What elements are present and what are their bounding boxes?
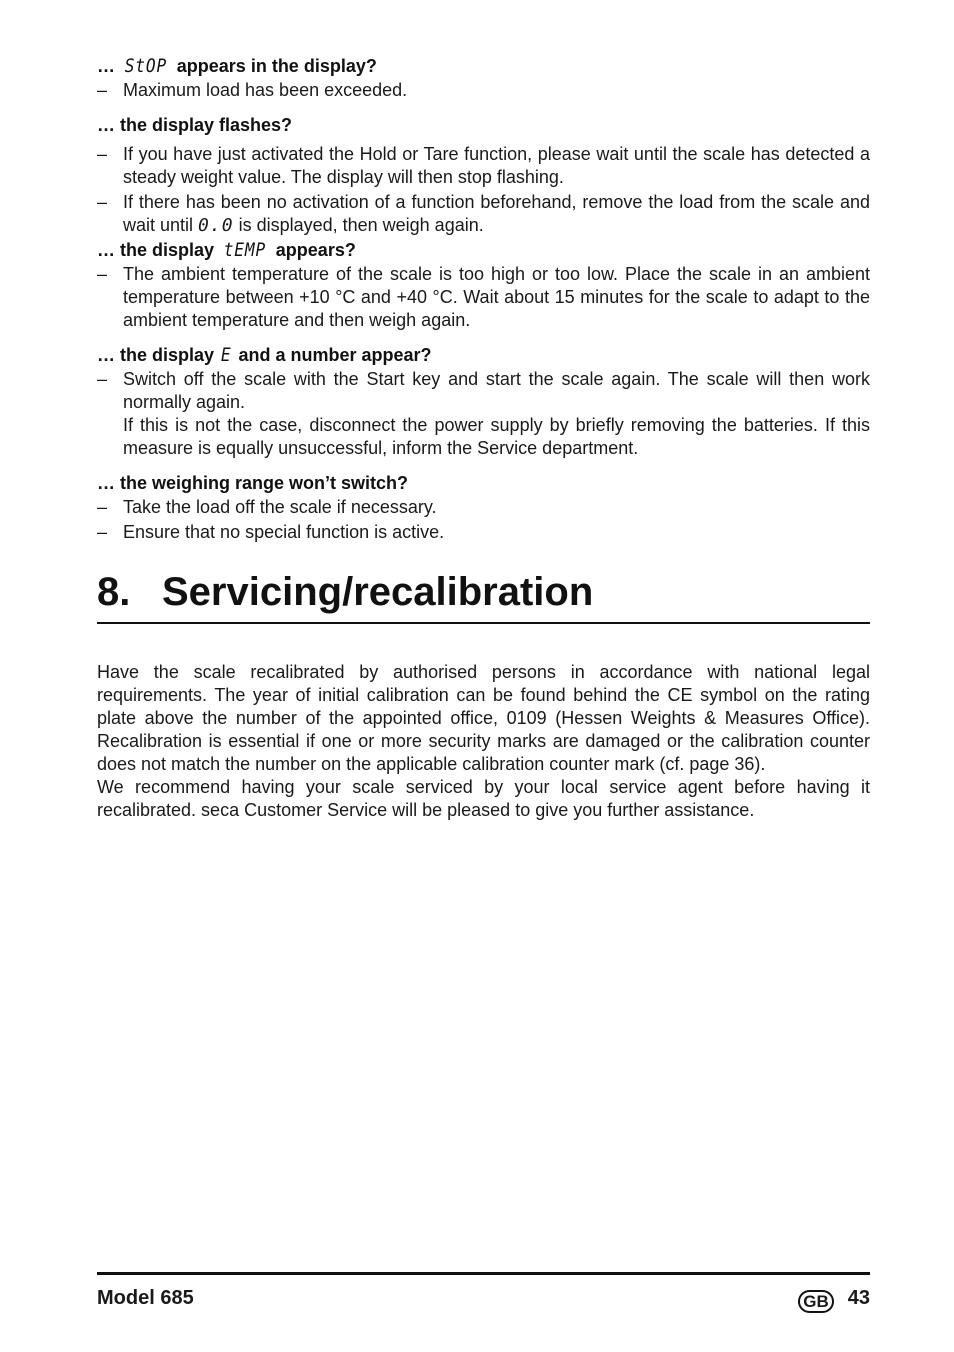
heading-suffix: appears in the display? bbox=[171, 56, 377, 76]
dash-bullet: – bbox=[97, 369, 108, 389]
item-text: Ensure that no special function is active. bbox=[123, 522, 445, 542]
dash-bullet: – bbox=[97, 264, 108, 284]
paragraph-recalibration: Have the scale recalibrated by authorised persons in accordance with national legal requirements. The year of initial calibration can be found behind the CE symbol on the rating plate above the number of the appointed office, 0109 (Hessen Weights & Measures Office). Recalibration is essential if one or more security marks are damaged or the calibration counter does not match the number on the applicable calibration counter mark (cf. page 36). bbox=[97, 662, 870, 774]
heading-prefix: … the display bbox=[97, 345, 220, 365]
dash-bullet: – bbox=[97, 192, 108, 212]
list-item bbox=[97, 496, 870, 519]
faq-range bbox=[97, 472, 870, 544]
item-text: Switch off the scale with the Start key and start the scale again. The scale will then work normally again. bbox=[123, 369, 870, 412]
display-code-temp: tEMP bbox=[223, 239, 267, 261]
dash-bullet: – bbox=[97, 144, 108, 164]
heading-prefix: … the display bbox=[97, 240, 220, 260]
heading-suffix: appears? bbox=[270, 240, 356, 260]
page-footer bbox=[97, 1272, 870, 1313]
display-code-zero: 0.0 bbox=[198, 215, 234, 236]
list-item bbox=[97, 191, 870, 237]
list-item bbox=[97, 143, 870, 189]
footer-right bbox=[798, 1284, 870, 1313]
paragraph-service: We recommend having your scale serviced by your local service agent before having it recalibrated. seca Customer Service will be pleased to give you further assistance. bbox=[97, 777, 870, 820]
faq-stop bbox=[97, 55, 870, 102]
dash-bullet: – bbox=[97, 497, 108, 517]
list-item bbox=[97, 521, 870, 544]
list-item bbox=[97, 79, 870, 102]
item-text: Take the load off the scale if necessary. bbox=[123, 497, 437, 517]
heading-suffix: and a number appear? bbox=[233, 345, 432, 365]
list-item bbox=[97, 263, 870, 332]
display-code-stop: StOP bbox=[124, 55, 168, 77]
heading-prefix: … bbox=[97, 56, 121, 76]
model-label: Model 685 bbox=[97, 1287, 194, 1309]
faq-heading: … the display flashes? bbox=[97, 115, 293, 135]
item-text: If there has been no activation of a function beforehand, remove the load from the scale and wait until bbox=[123, 192, 870, 235]
dash-bullet: – bbox=[97, 80, 108, 100]
section-title bbox=[97, 568, 870, 624]
item-text: If you have just activated the Hold or Tare function, please wait until the scale has detected a steady weight value. The display will then stop flashing. bbox=[123, 144, 870, 187]
faq-heading bbox=[97, 239, 870, 261]
item-text: is displayed, then weigh again. bbox=[233, 215, 484, 235]
display-code-error: E bbox=[220, 344, 232, 366]
faq-heading: … the weighing range won’t switch? bbox=[97, 473, 409, 493]
page-number: 43 bbox=[847, 1287, 870, 1309]
page-content bbox=[97, 55, 870, 822]
item-continuation: If this is not the case, disconnect the power supply by briefly removing the batteries. If this measure is equally unsuccessful, inform the Service department. bbox=[123, 415, 870, 458]
section-number: 8. bbox=[97, 570, 131, 614]
dash-bullet: – bbox=[97, 522, 108, 542]
faq-heading bbox=[97, 55, 870, 77]
faq-heading bbox=[97, 344, 870, 366]
item-text: The ambient temperature of the scale is too high or too low. Place the scale in an ambient temperature between +10 °C and +40 °C. Wait about 15 minutes for the scale to adapt to the ambient temperature and then weigh again. bbox=[123, 264, 870, 330]
faq-flashes bbox=[97, 114, 870, 237]
item-text: Maximum load has been exceeded. bbox=[123, 80, 408, 100]
section-heading: Servicing/recalibration bbox=[162, 570, 594, 614]
faq-temp bbox=[97, 239, 870, 332]
faq-error bbox=[97, 344, 870, 460]
language-badge: GB bbox=[798, 1290, 834, 1313]
list-item bbox=[97, 368, 870, 460]
